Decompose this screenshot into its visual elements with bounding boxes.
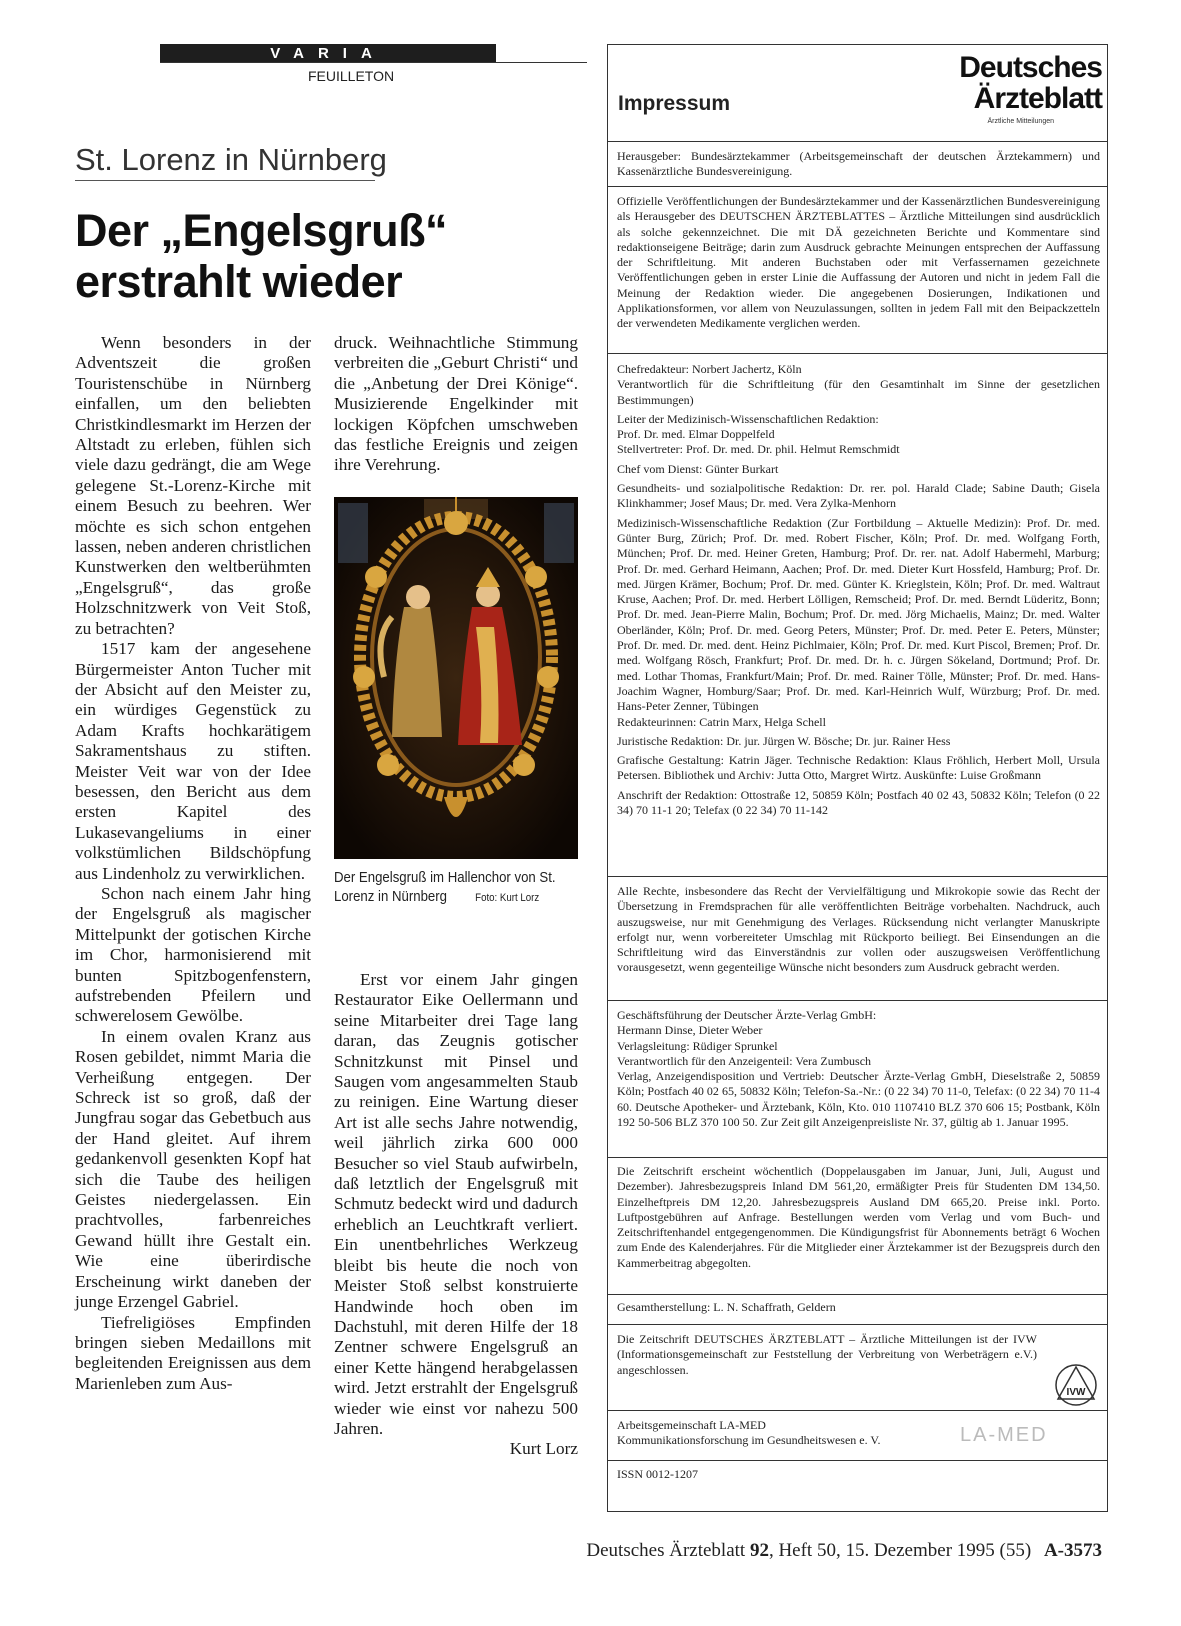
article-column-2-bottom (334, 970, 578, 1460)
section-label: VARIA (160, 44, 496, 63)
impressum-herstellung: Gesamtherstellung: L. N. Schaffrath, Geldern (617, 1300, 836, 1314)
divider (607, 1294, 1108, 1295)
article-column-2-top (334, 333, 578, 476)
impressum-verlag (617, 1008, 1100, 1130)
impressum-rechte: Alle Rechte, insbesondere das Recht der Vervielfältigung und Mikrokopie sowie das Recht der Übersetzung in Fremdsprachen für alle veröffentlichten Beiträge vorbehalten. Nachdruck, auch auszugsweise, nur mit Genehmigung des Verlages. Rücksendung nicht verlangter Manuskripte erfolgt nur, wenn vorbereiteter Umschlag mit Rückporto beiliegt. Bei Einsendungen an die Schriftleitung wird das Einverständnis zur vollen oder auszugsweisen Veröffentlichung vorausgesetzt, wenn gegenteilige Wünsche nicht besonders zum Ausdruck gebracht werden. (617, 884, 1100, 975)
ivw-triangle-icon (1054, 1363, 1098, 1407)
verlag-line: Hermann Dinse, Dieter Weber (617, 1023, 763, 1038)
engelsgruss-photo (334, 497, 578, 859)
journal-logo-subtitle: Ärztliche Mitteilungen (987, 118, 1054, 125)
article-headline (75, 205, 575, 307)
divider (607, 186, 1108, 187)
redaktion-line: Chef vom Dienst: Günter Burkart (617, 461, 779, 476)
footer-page: A-3573 (1043, 1540, 1102, 1561)
paragraph: druck. Weihnachtliche Stimmung verbreiten die „Geburt Christi“ und die „Anbetung der Drei Könige“. Musizierende Engelkinder mit lockigen Köpfchen umschweben das festliche Ereignis und zeigen ihre Verehrung. (334, 333, 578, 475)
lamed-line-2: Kommunikationsforschung im Gesundheitswesen e. V. (617, 1433, 881, 1448)
verlag-line: Verlagsleitung: Rüdiger Sprunkel (617, 1038, 778, 1053)
article-author: Kurt Lorz (509, 1439, 578, 1459)
headline-line-1: Der „Engelsgruß“ (75, 205, 448, 256)
journal-logo-line-2: Ärzteblatt (973, 82, 1102, 115)
impressum-bezug: Die Zeitschrift erscheint wöchentlich (Doppelausgaben im Januar, Juni, Juli, August und Dezember). Jahresbezugspreis Inland DM 561,20, ermäßigter Preis für Studenten DM 134,50. Einzelheftpreis DM 12,20. Jahresbezugspreis Ausland DM 665,20. Preise inkl. Porto. Luftpostgebühren auf Anfrage. Bestellungen werden vom Verlag und vom Buch- und Zeitschriftenhandel entgegengenommen. Die Kündigungsfrist für Abonnements beträgt 6 Wochen zum Ende des Kalenderjahres. Für die Mitglieder einer Ärztekammer ist der Bezugspreis durch den Kammerbeitrag abgegolten. (617, 1164, 1100, 1270)
impressum-offiziell: Offizielle Veröffentlichungen der Bundesärztekammer und der Kassenärztlichen Bundesvereinigung als Herausgeber des DEUTSCHEN ÄRZTEBLATTES – Ärztliche Mitteilungen sind ausdrücklich als solche gekennzeichnet. Die mit DÄ gezeichneten Berichte und Kommentare sind redaktionseigene Beiträge; darin zum Ausdruck gebrachte Meinungen entsprechen der Auffassung der Schriftleitung. Mit anderen Buchstaben oder mit Verfassernamen gezeichnete Veröffentlichungen geben in erster Linie die Auffassung der Autoren und nicht in jedem Fall die Meinung der Redaktion wieder. Die angegebenen Dosierungen, Indikationen und Applikationsformen, vor allem von Neuzulassungen, sollten in jedem Fall mit den Beipackzetteln der verwendeten Medikamente verglichen werden. (617, 194, 1100, 331)
redaktion-line: Grafische Gestaltung: Katrin Jäger. Technische Redaktion: Klaus Fröhlich, Herbert Moll, Ursula Petersen. Bibliothek und Archiv: Jutta Otto, Margret Wirtz. Auskünfte: Luise Großmann (617, 753, 1100, 783)
footer-issue: , Heft 50, 15. Dezember 1995 (55) (768, 1540, 1032, 1561)
engelsgruss-illustration (334, 497, 578, 859)
section-sublabel: FEUILLETON (308, 68, 395, 84)
divider (607, 353, 1108, 354)
verlag-line: Geschäftsführung der Deutscher Ärzte-Verlag GmbH: (617, 1008, 877, 1022)
lamed-logo: LA-MED (960, 1424, 1048, 1446)
redaktion-line: Prof. Dr. med. Elmar Doppelfeld (617, 427, 775, 442)
ivw-logo-text: IVW (1066, 1387, 1086, 1398)
redaktion-line: Anschrift der Redaktion: Ottostraße 12, 50859 Köln; Postfach 40 02 43, 50832 Köln; Telefon (0 22 34) 70 11-1 20; Telefax (0 22 34) 70 11-142 (617, 787, 1100, 818)
verlag-line: Verlag, Anzeigendisposition und Vertrieb: Deutscher Ärzte-Verlag GmbH, Dieselstraße 2, 50859 Köln; Postfach 40 02 65, 50832 Köln; Telefon-Sa.-Nr.: (0 22 34) 70 11-0, Telefax: (0 22 34) 70 11-4 60. Deutsche Apotheker- und Ärztebank, Köln, Kto. 010 1107410 BLZ 370 606 15; Postbank, Köln 192 50-506 BLZ 370 100 50. Zur Zeit gilt Anzeigenpreisliste Nr. 37, gültig ab 1. Januar 1995. (617, 1069, 1100, 1130)
redaktion-line: Stellvertreter: Prof. Dr. med. Dr. phil. Helmut Remschmidt (617, 442, 900, 457)
verlag-line: Verantwortlich für den Anzeigenteil: Vera Zumbusch (617, 1053, 872, 1068)
photo-caption (334, 868, 578, 908)
section-rule (160, 62, 587, 63)
divider (607, 876, 1108, 877)
article-column-1 (75, 333, 311, 1394)
impressum-ivw: Die Zeitschrift DEUTSCHES ÄRZTEBLATT – Ärztliche Mitteilungen ist der IVW (Informationsgemeinschaft zur Feststellung der Verbreitung von Werbeträgern e.V.) angeschlossen. (617, 1332, 1037, 1377)
divider (607, 1000, 1108, 1001)
impressum-lamed (617, 1418, 947, 1449)
redaktion-line: Verantwortlich für die Schriftleitung (für den Gesamtinhalt im Sinne der gesetzlichen Bestimmungen) (617, 377, 1100, 407)
redaktion-line: Leiter der Medizinisch-Wissenschaftlichen Redaktion: (617, 411, 879, 426)
paragraph: In einem ovalen Kranz aus Rosen gebildet, nimmt Maria die Verheißung entgegen. Der Schreck ist so groß, daß der Jungfrau sogar das Gebetbuch aus der Hand gleitet. Auf ihrem gedankenvoll gesenkten Kopf hat sich die Taube des heiligen Geistes niedergelassen. Ein prachtvolles, farbenreiches Gewand hüllt ihre Gestalt ein. Wie eine überirdische Erscheinung wirkt daneben der junge Erzengel Gabriel. (75, 1026, 311, 1312)
ivw-logo (1054, 1363, 1098, 1407)
paragraph: Tiefreligiöses Empfinden bringen sieben Medaillons mit begleitenden Ereignissen aus dem Marienleben zum Aus- (75, 1312, 311, 1393)
divider (607, 1410, 1108, 1411)
divider (607, 1460, 1108, 1461)
redaktion-line: Redakteurinnen: Catrin Marx, Helga Schell (617, 714, 826, 729)
divider (607, 1157, 1108, 1158)
paragraph: Schon nach einem Jahr hing der Engelsgruß als magischer Mittelpunkt der gotischen Kirche im Chor, harmonisierend mit bunten Spitzbogenfenstern, aufstrebenden Pfeilern und schwerelosem Gewölbe. (75, 883, 311, 1026)
lamed-line-1: Arbeitsgemeinschaft LA-MED (617, 1418, 766, 1432)
redaktion-line: Gesundheits- und sozialpolitische Redaktion: Dr. rer. pol. Harald Clade; Sabine Dauth; Gisela Klinkhammer; Josef Maus; Dr. med. Vera Zylka-Menhorn (617, 481, 1100, 511)
redaktion-line: Juristische Redaktion: Dr. jur. Jürgen W. Bösche; Dr. jur. Rainer Hess (617, 733, 951, 748)
impressum-herausgeber: Herausgeber: Bundesärztekammer (Arbeitsgemeinschaft der deutschen Ärztekammern) und Kassenärztliche Bundesvereinigung. (617, 149, 1100, 179)
divider (607, 141, 1108, 142)
redaktion-line: Chefredakteur: Norbert Jachertz, Köln (617, 362, 802, 376)
caption-text: Der Engelsgruß im Hallenchor von St. Lorenz in Nürnberg (334, 869, 556, 905)
paragraph: Erst vor einem Jahr gingen Restaurator Eike Oellermann und seine Mitarbeiter drei Tage lang daran, das Zeugnis gotischer Schnitzkunst mit Pinsel und Saugen vom angesammelten Staub zu reinigen. Eine Wartung dieser Art ist alle sechs Jahre notwendig, weil jährlich zirka 600 000 Besucher so viel Staub aufwirbeln, daß letztlich der Engelsgruß mit Schmutz bedeckt wird und dadurch erheblich an Leuchtkraft verliert. Ein unentbehrliches Werkzeug bleibt bis heute die noch von Meister Stoß selbst konstruierte Handwinde hoch oben im Dachstuhl, mit deren Hilfe der 18 Zentner schwere Engelsgruß an einer Kette hängend herabgelassen wird. Jetzt erstrahlt der Engelsgruß wieder wie einst vor nahezu 500 Jahren. (334, 970, 578, 1438)
footer-journal: Deutsches Ärzteblatt (586, 1540, 746, 1561)
footer-volume: 92 (749, 1540, 769, 1561)
journal-logo-line-1: Deutsches (959, 51, 1102, 84)
paragraph: Wenn besonders in der Adventszeit die großen Touristenschübe in Nürnberg einfallen, um den beliebten Christkindlesmarkt im Herzen der Altstadt zu erleben, fühlen sich viele dazu gedrängt, die am Wege gelegene St.-Lorenz-Kirche mit einem Besuch zu beehren. Wer möchte es sich schon entgehen lassen, neben anderen christlichen Kunstwerken den weltberühmten „Engelsgruß“, das große Holzschnitzwerk von Veit Stoß, zu betrachten? (75, 333, 311, 638)
redaktion-line: Medizinisch-Wissenschaftliche Redaktion (Zur Fortbildung – Aktuelle Medizin): Prof. Dr. med. Günter Burg, Zürich; Prof. Dr. med. Robert Fischer, Köln; Prof. Dr. med. Wolfgang Forth, München; Prof. Dr. med. Heiner Greten, Hamburg; Prof. Dr. rer. nat. Adolf Habermehl, Marburg; Prof. Dr. med. Gerhard Heimann, Aachen; Prof. Dr. med. Dieter Kurt Hossfeld, Hamburg; Prof. Dr. med. Jürgen Krämer, Bochum; Prof. Dr. med. Günter K. Krieglstein, Köln; Prof. Dr. med. Waltraut Kruse, Aachen; Prof. Dr. med. Herbert Lölligen, Remscheid; Prof. Dr. med. Berndt Lüderitz, Bonn; Prof. Dr. med. Jean-Pierre Malin, Bochum; Prof. Dr. med. Jörg Michaelis, Mainz; Dr. med. Walter Oberländer, Köln; Prof. Dr. med. Georg Peters, Münster; Prof. Dr. med. Peter E. Peters, Münster; Prof. Dr. med. Dr. med. dent. Heinz Pichlmaier, Köln; Prof. Dr. med. Kurt Piscol, Bremen; Prof. Dr. med. Wolfgang Rösch, Frankfurt; Prof. Dr. med. Dr. h. c. Jürgen Sökeland, Dortmund; Prof. Dr. med. Lothar Thomas, Frankfurt/Main; Prof. Dr. med. Rainer Tölle, Münster; Prof. Dr. med. Hans-Joachim Wagner, Homburg/Saar; Prof. Dr. med. Karl-Heinrich Wulf, Würzburg; Prof. Dr. med. Hans-Peter Zenner, Tübingen (617, 515, 1100, 714)
impressum-title: Impressum (618, 92, 731, 115)
headline-line-2: erstrahlt wieder (75, 256, 403, 307)
photo-credit: Foto: Kurt Lorz (475, 892, 540, 904)
article-kicker: St. Lorenz in Nürnberg (75, 142, 387, 177)
kicker-rule (75, 180, 375, 181)
paragraph: 1517 kam der angesehene Bürgermeister Anton Tucher mit der Absicht auf den Meister zu, ein würdiges Gegenstück zu Adam Krafts hochkarätigem Sakramentshaus zu stiften. Meister Veit war von der Idee besessen, den Bericht aus dem ersten Kapitel des Lukasevangeliums in einer volkstümlichen Bildschöpfung aus Lindenholz zu verwirklichen. (75, 639, 311, 883)
impressum-issn: ISSN 0012-1207 (617, 1467, 699, 1481)
divider (607, 1324, 1108, 1325)
page-footer (520, 1540, 1102, 1562)
impressum-redaktion (617, 362, 1100, 818)
